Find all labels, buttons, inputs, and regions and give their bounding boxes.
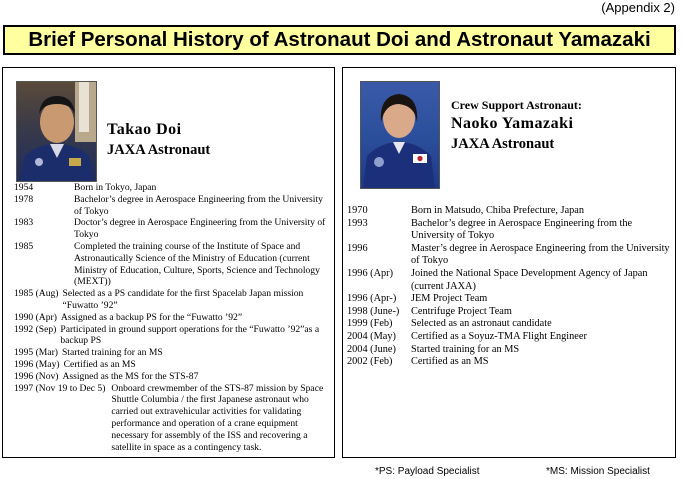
history-year: 1996 (Apr) [347,267,394,279]
doi-portrait-graphic [17,82,96,181]
history-row [14,347,332,359]
history-event: Centrifuge Project Team [411,305,512,317]
appendix-label: (Appendix 2) [601,0,675,15]
yamazaki-portrait-graphic [361,82,439,188]
history-year: 1978 [14,193,34,205]
history-year: 1992 (Sep) [14,323,57,335]
doi-panel [2,67,335,458]
history-event: Bachelor’s degree in Aerospace Engineering from the University of Tokyo [411,217,633,242]
doi-history-list [14,182,332,453]
yamazaki-name: Naoko Yamazaki [451,115,574,132]
history-year: 1998 (June-) [347,305,400,317]
history-year: 1999 (Feb) [347,318,393,330]
history-year: 1970 [347,205,368,216]
history-event: Selected as an astronaut candidate [411,318,552,330]
yamazaki-history-list [347,205,672,369]
history-row [14,217,332,241]
history-event: Doctor’s degree in Aerospace Engineering from the University of Tokyo [74,217,326,241]
history-row [347,205,672,218]
history-year: 2004 (June) [347,343,396,355]
history-year: 1997 (Nov 19 to Dec 5) [14,382,106,394]
yamazaki-name-block [451,97,582,155]
history-row [14,359,332,371]
history-year: 1983 [14,217,34,229]
doi-portrait-image [16,81,97,182]
history-event: Participated in ground support operations for the “Fuwatto ’92”as a backup PS [60,323,320,347]
history-event: Certified as an MS [63,358,136,370]
history-row [347,318,672,331]
history-event: Born in Tokyo, Japan [74,182,157,193]
history-row [14,194,332,218]
history-row [347,293,672,306]
history-row [347,356,672,369]
history-row [14,241,332,288]
history-row [14,182,332,194]
history-year: 2004 (May) [347,330,396,342]
page-title: Brief Personal History of Astronaut Doi and Astronaut Yamazaki [3,25,676,55]
history-year: 1954 [14,182,34,193]
history-year: 1996 (Apr-) [347,293,397,305]
history-event: Started training for an MS [61,347,163,359]
history-event: Joined the National Space Development Agency of Japan (current JAXA) [411,267,648,292]
history-row [347,218,672,243]
history-event: Completed the training course of the Institute of Space and Astronautically Science of the Ministry of Education (current Ministry of Education, Culture, Sports, Science and Technology (MEXT)) [74,240,320,288]
history-row [347,306,672,319]
history-event: Certified as an MS [411,356,489,368]
history-year: 1996 [347,242,368,254]
history-year: 1995 (Mar) [14,347,58,359]
footnote-ms: *MS: Mission Specialist [546,466,650,477]
history-event: JEM Project Team [411,293,488,305]
history-row [14,312,332,324]
history-year: 1985 (Aug) [14,288,59,300]
doi-role: JAXA Astronaut [107,142,211,158]
history-year: 1996 (May) [14,358,60,370]
history-row [347,243,672,268]
history-event: Certified as a Soyuz-TMA Flight Engineer [411,330,587,342]
yamazaki-panel [342,67,676,458]
yamazaki-label: Crew Support Astronaut: [451,98,582,112]
history-row [14,383,332,454]
history-event: Bachelor’s degree in Aerospace Engineering from the University of Tokyo [74,193,323,217]
history-row [347,344,672,357]
history-year: 1993 [347,217,368,229]
history-event: Master’s degree in Aerospace Engineering from the University of Tokyo [411,242,670,267]
history-event: Onboard crewmember of the STS-87 mission by Space Shuttle Columbia / the first Japanese astronaut who carried out extravehicular activities for validating performance and operation of a crane equipment necessary for assembly of the ISS and recovering a satellite in space as a contingency task. [111,382,324,453]
doi-name: Takao Doi [107,121,182,138]
yamazaki-portrait-image [360,81,440,189]
history-row [347,268,672,293]
history-year: 2002 (Feb) [347,356,393,368]
history-event: Started training for an MS [411,343,520,355]
history-year: 1996 (Nov) [14,370,59,382]
doi-name-block [107,119,210,161]
history-event: Born in Matsudo, Chiba Prefecture, Japan [411,205,585,216]
history-row [14,324,332,348]
footnote-ps: *PS: Payload Specialist [375,466,480,477]
history-row [14,288,332,312]
history-row [347,331,672,344]
yamazaki-role: JAXA Astronaut [451,136,555,152]
history-event: Assigned as the MS for the STS-87 [62,370,199,382]
history-year: 1985 [14,240,34,252]
history-year: 1990 (Apr) [14,311,57,323]
history-event: Selected as a PS candidate for the first Spacelab Japan mission “Fuwatto ’92” [62,288,304,311]
history-event: Assigned as a backup PS for the “Fuwatto ’92” [60,311,243,323]
history-row [14,371,332,383]
